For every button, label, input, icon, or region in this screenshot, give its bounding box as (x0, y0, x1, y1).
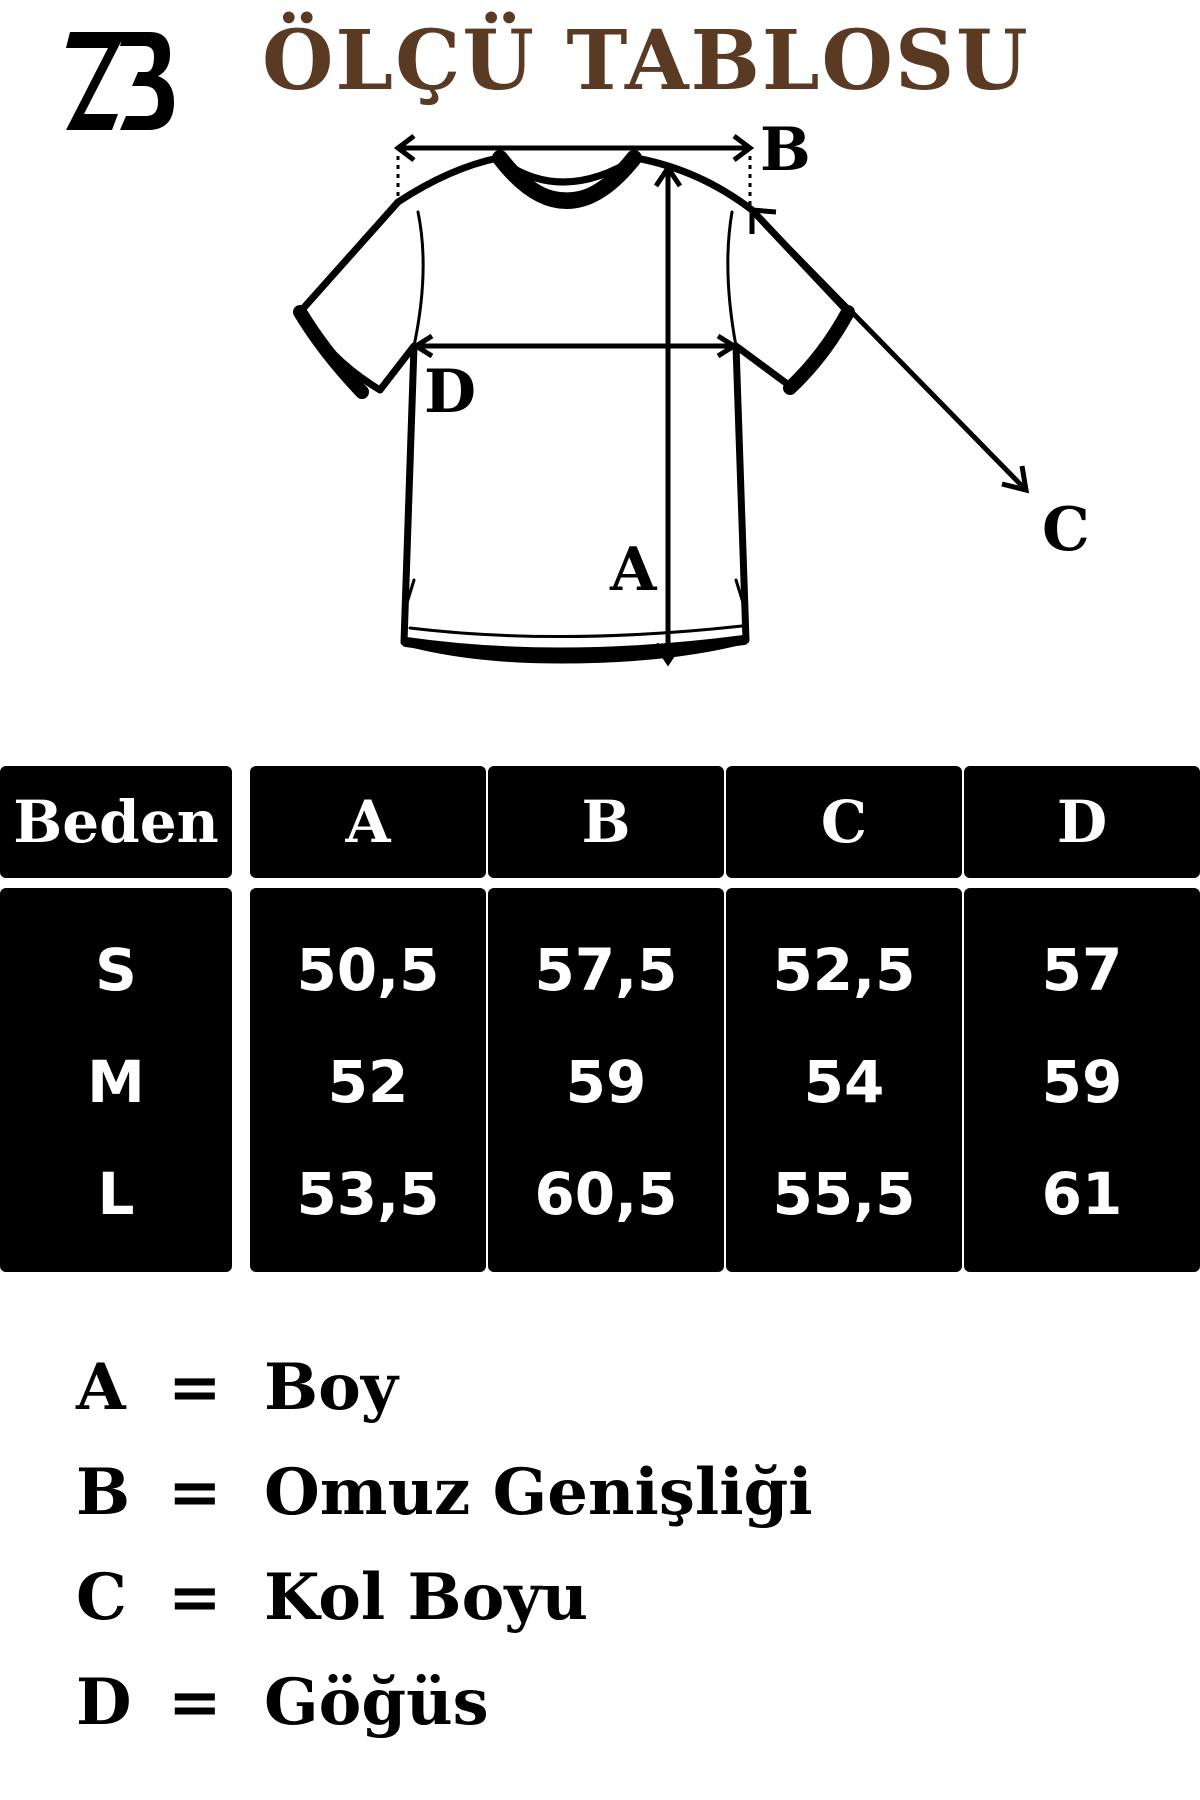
table-column-c (726, 888, 962, 1272)
table-cell: 54 (803, 1048, 885, 1116)
table-column-size (0, 888, 232, 1272)
table-header-b: B (488, 766, 724, 878)
table-cell: M (87, 1048, 145, 1116)
legend-item (76, 1545, 1076, 1650)
table-cell: 60,5 (534, 1160, 678, 1228)
tshirt-diagram (0, 110, 1200, 690)
measure-d-arrow (416, 336, 734, 356)
legend-equals: = (168, 1560, 222, 1635)
legend-equals: = (168, 1350, 222, 1425)
legend-letter: D (76, 1665, 132, 1740)
legend-text: Omuz Genişliği (264, 1455, 813, 1530)
table-header-size: Beden (0, 766, 232, 878)
size-table (0, 766, 1200, 1271)
table-cell: S (95, 936, 137, 1004)
measure-c-label: C (1042, 495, 1090, 565)
table-cell: 52,5 (772, 936, 916, 1004)
legend-letter: C (76, 1560, 127, 1635)
legend-text: Boy (264, 1350, 398, 1425)
legend-item (76, 1650, 1076, 1755)
legend-item (76, 1335, 1076, 1440)
legend-text: Göğüs (264, 1665, 489, 1740)
measure-c-arrow (752, 210, 1026, 490)
table-cell: 57,5 (534, 936, 678, 1004)
page-title: ÖLÇÜ TABLOSU (262, 13, 1030, 109)
table-cell: 57 (1041, 936, 1123, 1004)
table-cell: 53,5 (296, 1160, 440, 1228)
legend-letter: B (76, 1455, 131, 1530)
table-cell: 55,5 (772, 1160, 916, 1228)
table-cell: 52 (327, 1048, 409, 1116)
measure-d-label: D (424, 357, 477, 427)
legend-letter: A (76, 1350, 126, 1425)
table-header-a: A (250, 766, 486, 878)
measurement-legend (76, 1335, 1076, 1755)
table-cell: 61 (1041, 1160, 1123, 1228)
legend-equals: = (168, 1665, 222, 1740)
legend-equals: = (168, 1455, 222, 1530)
legend-item (76, 1440, 1076, 1545)
table-cell: 59 (565, 1048, 647, 1116)
table-cell: 50,5 (296, 936, 440, 1004)
measure-a-arrow (656, 168, 680, 662)
table-column-d (964, 888, 1200, 1272)
measure-a-label: A (610, 535, 657, 605)
table-column-a (250, 888, 486, 1272)
table-header-c: C (726, 766, 962, 878)
table-cell: L (97, 1160, 135, 1228)
table-cell: 59 (1041, 1048, 1123, 1116)
table-header-d: D (964, 766, 1200, 878)
measure-b-label: B (760, 115, 811, 185)
table-column-b (488, 888, 724, 1272)
legend-text: Kol Boyu (264, 1560, 588, 1635)
tshirt-outline-icon (300, 158, 848, 660)
